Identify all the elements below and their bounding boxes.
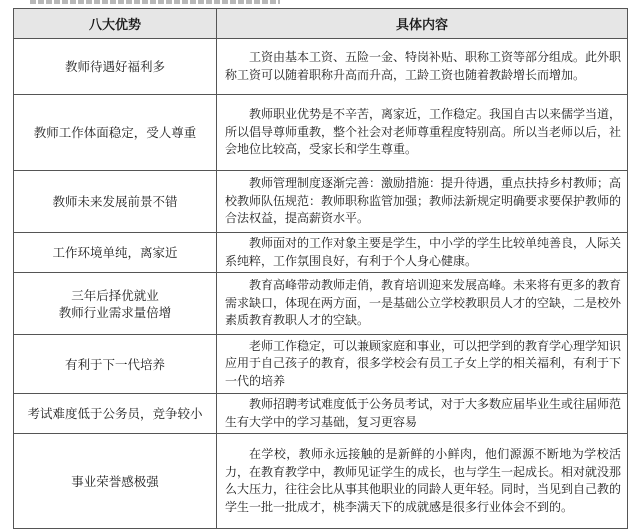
- advantage-title: 教师工作体面稳定，受人尊重: [14, 95, 217, 171]
- table-row: [14, 273, 628, 335]
- advantage-content: 教师职业优势是不辛苦，离家近，工作稳定。我国自古以来儒学当道，所以倡导尊师重教，整个社会对老师尊重程度特别高。所以当老师以后，社会地位比较高，受家长和学生尊重。: [217, 95, 628, 171]
- table-row: [14, 39, 628, 95]
- header-advantage: 八大优势: [14, 9, 217, 39]
- advantage-content: 老师工作稳定，可以兼顾家庭和事业，可以把学到的教育学心理学知识应用于自己孩子的教育，很多学校会有员工子女上学的相关福利，有利于下一代的培养: [217, 335, 628, 394]
- table-row: [14, 233, 628, 273]
- table-row: [14, 171, 628, 233]
- table-row: [14, 335, 628, 394]
- advantages-table: [13, 8, 628, 529]
- table-row: [14, 434, 628, 529]
- advantage-content: 在学校，教师永远接触的是新鲜的小鲜肉，他们源源不断地为学校活力，在教育教学中，教师见证学生的成长，也与学生一起成长。相对就没那么大压力，往往会比从事其他职业的同龄人更年轻。同时，当见到自己教的学生一批一批成才，桃李满天下的成就感是很多行业体会不到的。: [217, 434, 628, 529]
- table-row: [14, 95, 628, 171]
- advantage-content: 教师管理制度逐渐完善：激励措施：提升待遇，重点扶持乡村教师；高校教师队伍规范：教师职称监管加强；教师法新规定明确要求要保护教师的合法权益，提高薪资水平。: [217, 171, 628, 233]
- advantage-title: 工作环境单纯，离家近: [14, 233, 217, 273]
- advantage-title: 有利于下一代培养: [14, 335, 217, 394]
- cropped-caption-strip: [30, 0, 280, 4]
- advantage-content: 教师面对的工作对象主要是学生，中小学的学生比较单纯善良，人际关系纯粹，工作氛围良好，有利于个人身心健康。: [217, 233, 628, 273]
- advantage-title: 事业荣誉感极强: [14, 434, 217, 529]
- advantage-title: 三年后择优就业 教师行业需求量倍增: [14, 273, 217, 335]
- header-row: [14, 9, 628, 39]
- advantage-content: 教师招聘考试难度低于公务员考试，对于大多数应届毕业生或往届师范生有大学中的学习基础，复习更容易: [217, 394, 628, 434]
- advantage-content: 工资由基本工资、五险一金、特岗补贴、职称工资等部分组成。此外职称工资可以随着职称升高而升高，工龄工资也随着教龄增长而增加。: [217, 39, 628, 95]
- advantage-title: 教师待遇好福利多: [14, 39, 217, 95]
- advantage-title: 教师未来发展前景不错: [14, 171, 217, 233]
- advantage-content: 教育高峰带动教师走俏，教育培训迎来发展高峰。未来将有更多的教育需求缺口，体现在两方面，一是基础公立学校教职员人才的空缺，二是校外素质教育教职人才的空缺。: [217, 273, 628, 335]
- advantage-title: 考试难度低于公务员，竞争较小: [14, 394, 217, 434]
- header-details: 具体内容: [217, 9, 628, 39]
- table-row: [14, 394, 628, 434]
